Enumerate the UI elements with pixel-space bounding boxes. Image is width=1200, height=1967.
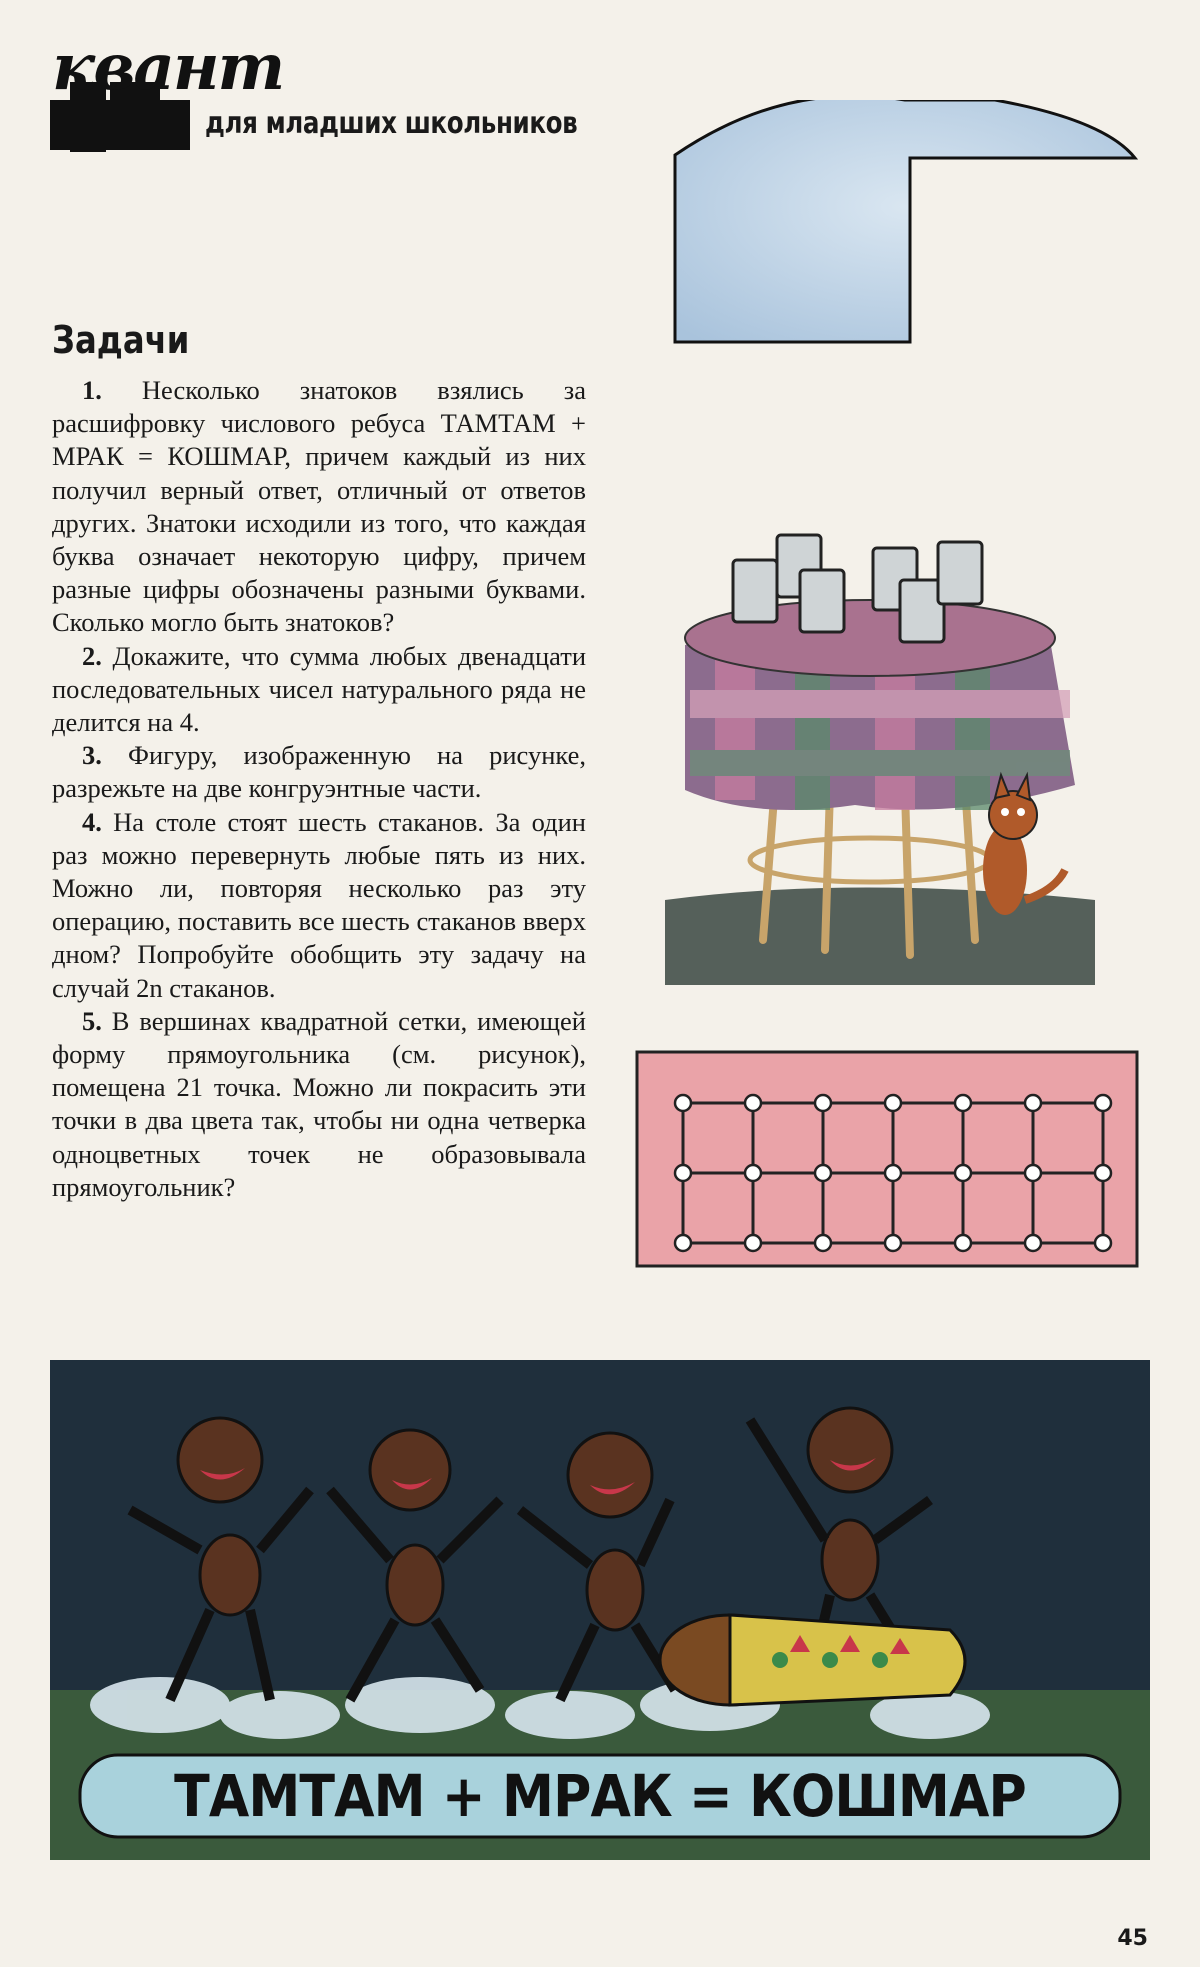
shape-figure (665, 100, 1155, 360)
problem-number: 4. (82, 806, 102, 837)
banner-illustration (50, 1360, 1150, 1860)
problem-3 (52, 739, 586, 805)
page-number: 45 (1117, 1926, 1148, 1951)
section-subtitle: для младших школьников (205, 106, 578, 141)
problem-text: В вершинах квадратной сетки, имеющей форму прямоугольника (см. рисунок), помещена 21 точка. Можно ли покрасить эти точки в два цвета так, чтобы ни одна четверка одноцветных точек не образовывала прямоугольник? (52, 1005, 586, 1202)
problem-text: Несколько знатоков взялись за расшифровку числового ребуса ТАМТАМ + МРАК = КОШМАР, причем каждый из них получил верный ответ, отличный от ответов других. Знатоки исходили из того, что каждая буква означает некоторую цифру, причем разные цифры обозначены разными буквами. Сколько могло быть знатоков? (52, 375, 586, 638)
problems-list (52, 374, 586, 1204)
drum (660, 1615, 965, 1705)
problem-text: Фигуру, изображенную на рисунке, разрежьте на две конгруэнтные части. (52, 740, 586, 804)
problem-2 (52, 640, 586, 740)
grid-points-figure (633, 1048, 1143, 1270)
table-glasses-illustration (655, 530, 1115, 990)
problem-5 (52, 1005, 586, 1204)
logo-text: квант (52, 30, 284, 105)
problem-4 (52, 806, 586, 1005)
banner-equation: ТАМТАМ + МРАК = КОШМАР (174, 1762, 1026, 1830)
problem-number: 1. (82, 375, 102, 405)
logo-mark-base (50, 100, 190, 150)
problem-text: Докажите, что сумма любых двенадцати последовательных чисел натурального ряда не делится на 4. (52, 640, 587, 738)
page-title: Задачи (52, 318, 190, 362)
problem-1 (52, 374, 586, 640)
problem-text: На столе стоят шесть стаканов. За один раз можно перевернуть любые пять из них. Можно ли, повторяя несколько раз эту операцию, поставить все шесть стаканов вверх дном? Попробуйте обобщить эту задачу на случай 2n стаканов. (52, 806, 586, 1003)
problem-number: 3. (82, 740, 102, 771)
problem-number: 5. (82, 1005, 102, 1036)
problem-number: 2. (82, 640, 102, 671)
